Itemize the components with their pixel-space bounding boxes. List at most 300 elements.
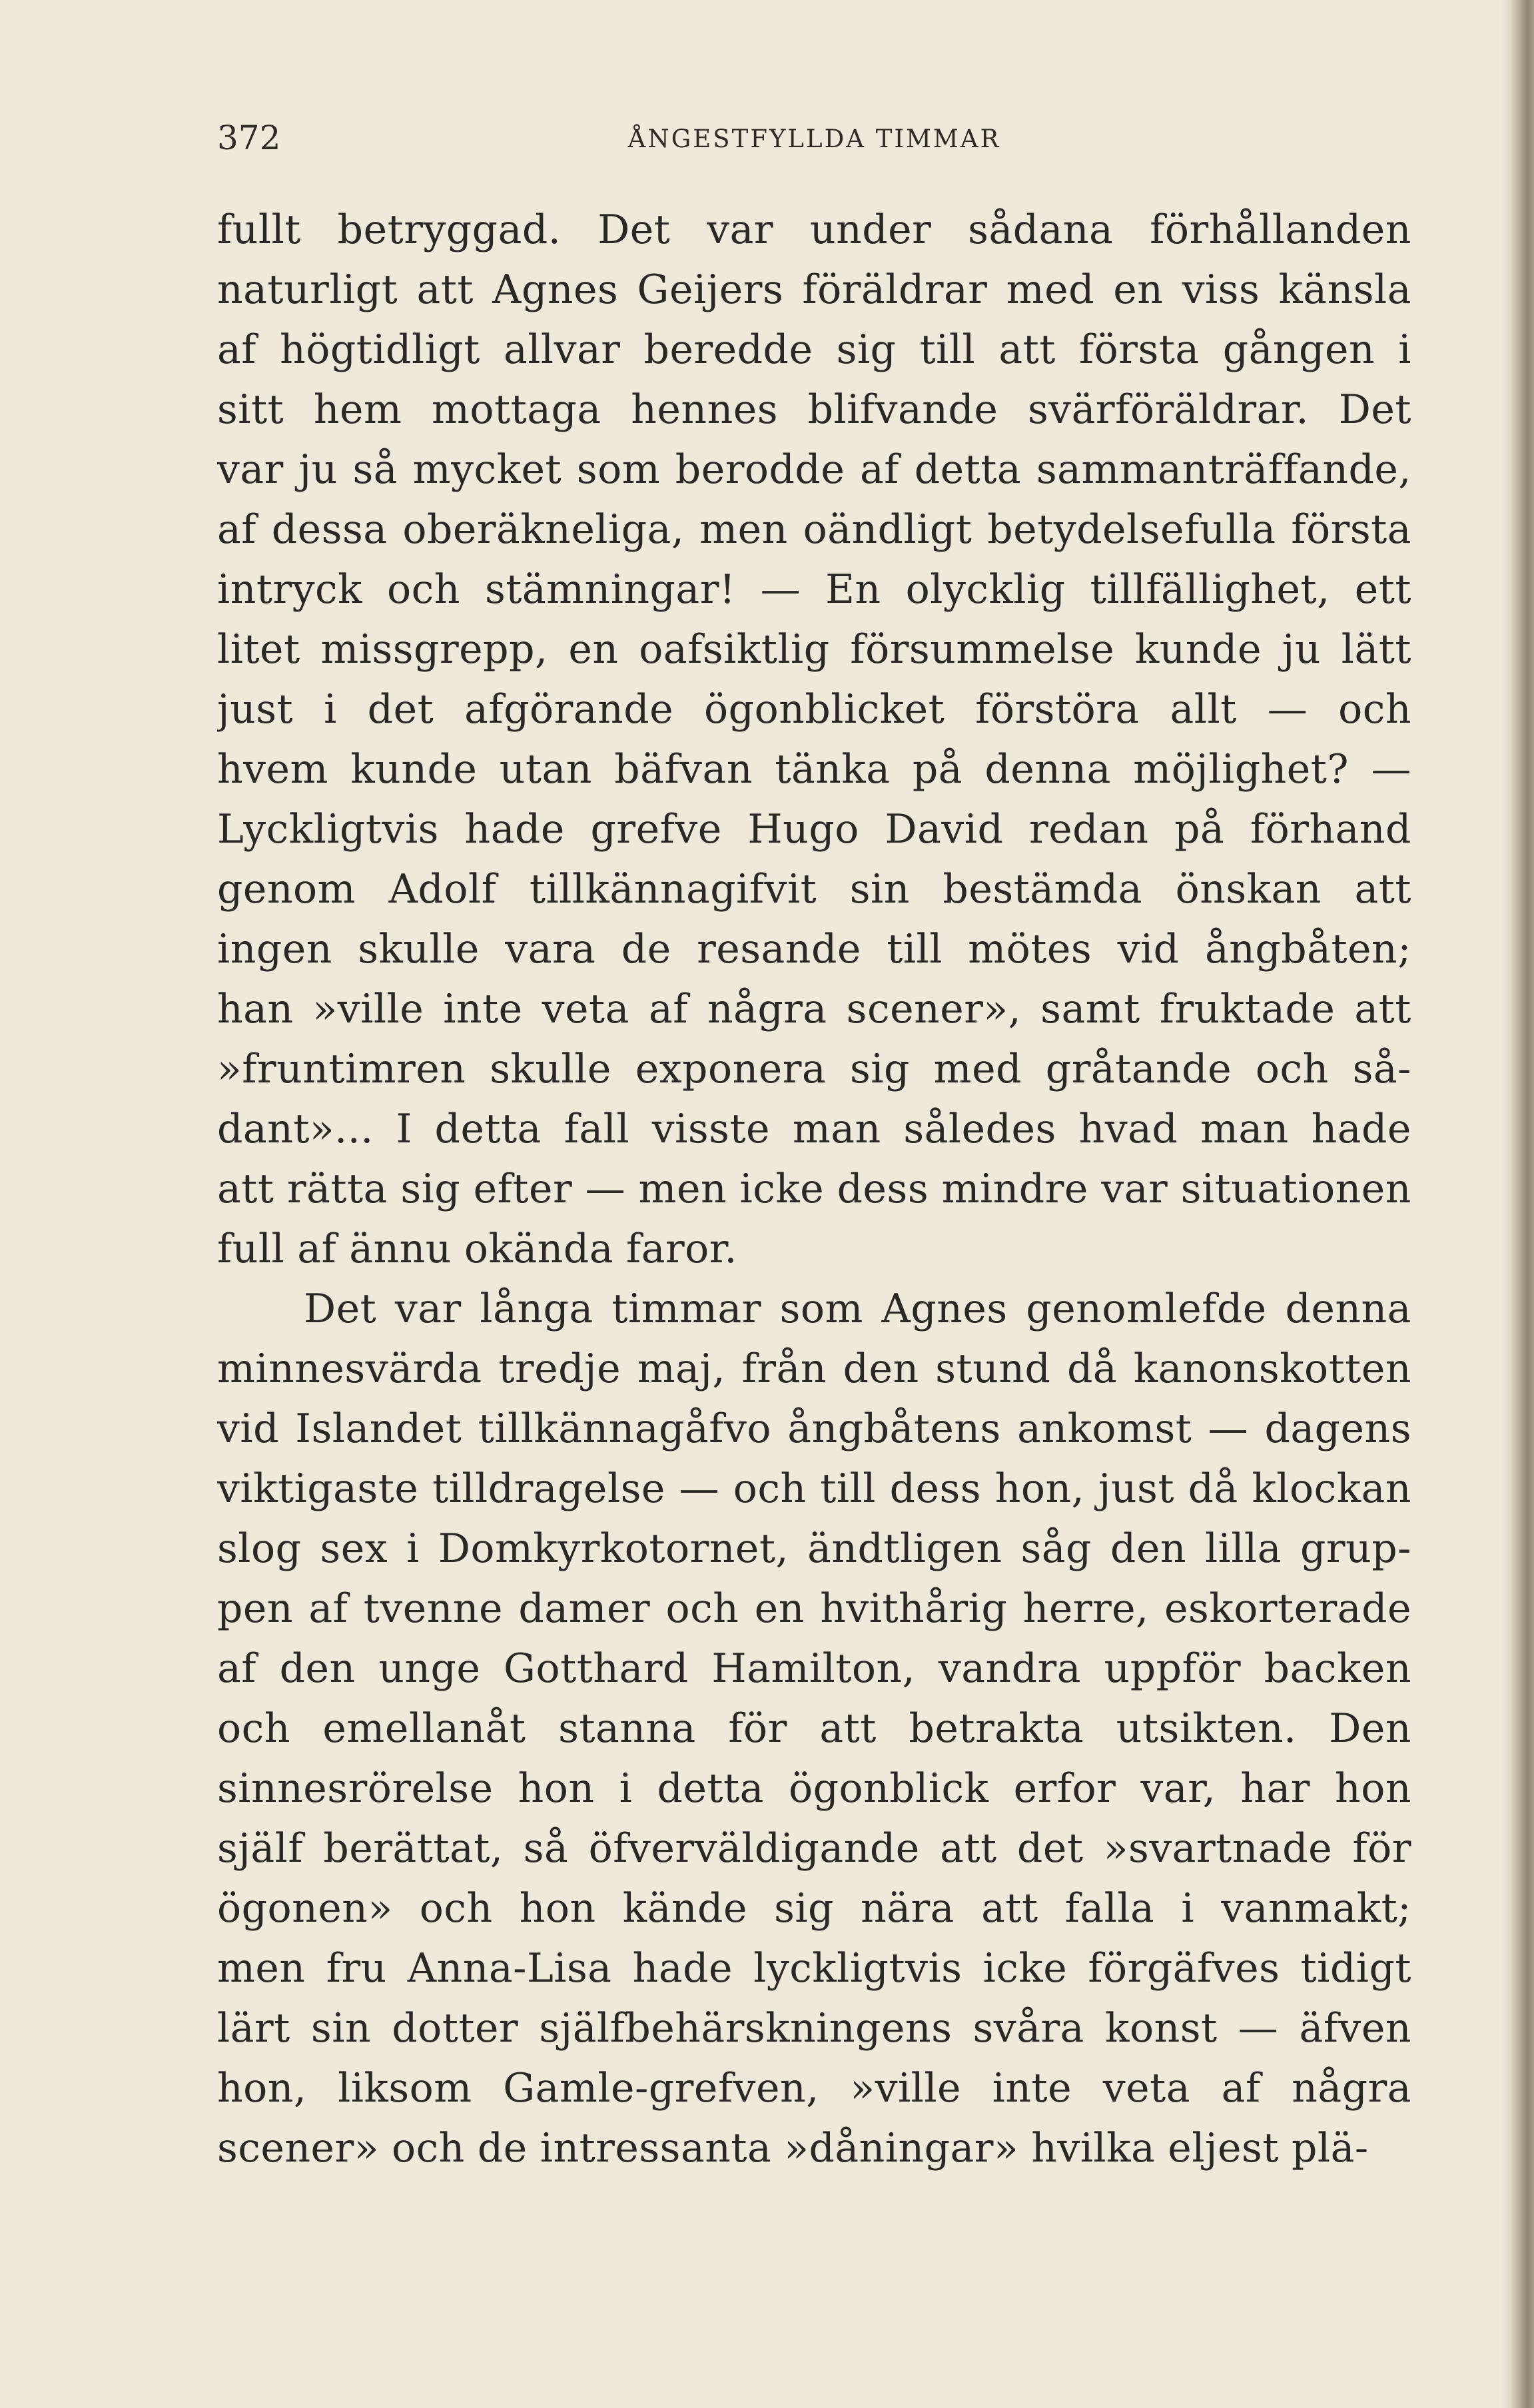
- word: samt: [1040, 986, 1140, 1032]
- word: scener»,: [846, 986, 1022, 1032]
- text-line: [217, 1459, 1411, 1519]
- word: det: [367, 686, 434, 733]
- word: i: [1181, 1885, 1195, 1932]
- word: som: [576, 446, 661, 493]
- word: —: [1208, 1405, 1249, 1452]
- word: fruktade: [1159, 986, 1336, 1032]
- word: grup-: [1300, 1525, 1411, 1572]
- word: den: [1110, 1525, 1186, 1572]
- word: just: [217, 686, 294, 733]
- word: ett: [1354, 566, 1411, 613]
- word: eskorterade: [1164, 1585, 1411, 1632]
- word: rätta: [286, 1166, 388, 1212]
- word: högtidligt: [280, 326, 480, 373]
- word: exponera: [635, 1046, 827, 1092]
- word: Geijers: [637, 266, 784, 313]
- word: gången: [1222, 326, 1375, 373]
- word: stämningar!: [484, 566, 736, 613]
- body-text: [217, 200, 1411, 2178]
- word: Hamilton,: [711, 1645, 916, 1692]
- word: dess: [837, 1166, 929, 1212]
- word: ögonblick: [788, 1765, 989, 1812]
- word: stund: [935, 1346, 1051, 1392]
- word: mycket: [412, 446, 562, 493]
- word: betrakta: [909, 1705, 1084, 1752]
- word: vanmakt;: [1221, 1885, 1411, 1932]
- word: af: [217, 506, 256, 553]
- word: för: [728, 1705, 787, 1752]
- text-line: [217, 619, 1411, 679]
- word: klockan: [1252, 1465, 1411, 1512]
- word: dessa: [271, 506, 388, 553]
- word: sådana: [968, 206, 1114, 253]
- word: möjlighet?: [1133, 746, 1349, 793]
- word: kanonskotten: [1133, 1346, 1411, 1392]
- word: till: [919, 326, 976, 373]
- page-number: 372: [217, 119, 281, 157]
- word: Agnes: [492, 266, 619, 313]
- word: Islandet: [295, 1405, 462, 1452]
- word: »ville: [850, 2065, 962, 2112]
- word: har: [1240, 1765, 1310, 1812]
- word: att: [416, 266, 474, 313]
- word: af: [860, 446, 900, 493]
- text-line: [217, 1399, 1411, 1459]
- word: sex: [320, 1525, 388, 1572]
- word: skulle: [490, 1046, 611, 1092]
- word: till: [820, 1465, 876, 1512]
- word: scener»: [217, 2125, 379, 2172]
- word: var: [217, 446, 284, 493]
- text-line: [217, 1099, 1411, 1159]
- word: betryggad.: [337, 206, 562, 253]
- word: lärt: [217, 2005, 290, 2052]
- text-line: [217, 679, 1411, 739]
- word: kände: [622, 1885, 747, 1932]
- word: hade: [464, 806, 565, 853]
- word: blifvande: [807, 386, 998, 433]
- word: och: [419, 1885, 493, 1932]
- word: faror.: [626, 1226, 737, 1272]
- word: intressanta: [540, 2125, 772, 2172]
- word: så: [352, 446, 398, 493]
- word: sig: [849, 1046, 910, 1092]
- word: under: [809, 206, 932, 253]
- word: Det: [1338, 386, 1411, 433]
- word: då: [1188, 1465, 1238, 1512]
- text-line: [217, 2058, 1411, 2118]
- word: falla: [1064, 1885, 1155, 1932]
- word: mötes: [968, 926, 1092, 973]
- word: efter: [473, 1166, 573, 1212]
- word: tredje: [498, 1346, 621, 1392]
- word: fru: [326, 1945, 387, 1992]
- word: utan: [499, 746, 592, 793]
- word: hennes: [631, 386, 779, 433]
- word: tilldragelse: [432, 1465, 665, 1512]
- word: på: [912, 746, 963, 793]
- word: svåra: [972, 2005, 1084, 2052]
- word: redan: [1028, 806, 1149, 853]
- word: önskan: [1175, 866, 1322, 913]
- word: stanna: [558, 1705, 696, 1752]
- word: sig: [400, 1166, 461, 1212]
- word: plä-: [1291, 2125, 1369, 2172]
- word: således: [903, 1106, 1056, 1152]
- word: äfven: [1299, 2005, 1411, 2052]
- word: ankomst: [1017, 1405, 1192, 1452]
- word: afgörande: [464, 686, 674, 733]
- word: och: [387, 566, 460, 613]
- word: några: [707, 986, 827, 1032]
- word: att: [1354, 986, 1411, 1032]
- word: Agnes: [881, 1286, 1008, 1332]
- word: föräldrar: [802, 266, 988, 313]
- word: ingen: [217, 926, 332, 973]
- word: veta: [542, 986, 629, 1032]
- word: hade: [632, 1945, 733, 1992]
- word: —: [1267, 686, 1308, 733]
- word: sig: [836, 326, 897, 373]
- word: »ville: [312, 986, 424, 1032]
- word: och: [391, 2125, 465, 2172]
- word: —: [760, 566, 801, 613]
- text-line: [217, 919, 1411, 979]
- word: uppför: [1104, 1645, 1242, 1692]
- word: ångbåten;: [1204, 926, 1411, 973]
- word: af: [1221, 2065, 1261, 2112]
- word: då: [1067, 1346, 1118, 1392]
- text-line: [217, 380, 1411, 440]
- word: för: [1352, 1825, 1411, 1872]
- page-gutter-shadow: [1501, 0, 1511, 2408]
- word: full: [217, 1226, 285, 1272]
- word: missgrepp,: [320, 626, 548, 673]
- word: men: [217, 1945, 306, 1992]
- word: och: [733, 1465, 807, 1512]
- word: »svartnade: [1103, 1825, 1333, 1872]
- word: tvenne: [363, 1585, 504, 1632]
- word: »fruntimren: [217, 1046, 466, 1092]
- word: på: [1174, 806, 1225, 853]
- word: ännu: [349, 1226, 452, 1272]
- word: att: [940, 1825, 997, 1872]
- word: sammanträffande,: [1036, 446, 1411, 493]
- word: »dåningar»: [784, 2125, 1019, 2172]
- word: af: [648, 986, 688, 1032]
- word: detta: [914, 446, 1022, 493]
- word: själf: [217, 1825, 304, 1872]
- word: ju: [298, 446, 338, 493]
- word: det: [1016, 1825, 1084, 1872]
- word: såg: [1020, 1525, 1092, 1572]
- word: man: [1200, 1106, 1289, 1152]
- word: sig: [774, 1885, 834, 1932]
- word: bäfvan: [614, 746, 753, 793]
- word: att: [1354, 866, 1411, 913]
- word: den: [279, 1645, 356, 1692]
- word: i: [406, 1525, 420, 1572]
- word: unge: [378, 1645, 481, 1692]
- text-line: [217, 2118, 1411, 2178]
- word: utsikten.: [1116, 1705, 1297, 1752]
- word: dant»...: [217, 1106, 374, 1152]
- word: var: [1101, 1166, 1168, 1212]
- word: bestämda: [943, 866, 1143, 913]
- word: en: [568, 626, 619, 673]
- text-line: [217, 260, 1411, 320]
- word: att: [998, 326, 1056, 373]
- word: öfverväldigande: [588, 1825, 920, 1872]
- word: vara: [505, 926, 596, 973]
- word: erfor: [1013, 1765, 1116, 1812]
- word: herre,: [1022, 1585, 1149, 1632]
- word: hvad: [1078, 1106, 1178, 1152]
- word: Lyckligtvis: [217, 806, 439, 853]
- word: berodde: [675, 446, 845, 493]
- word: tillkännagåfvo: [478, 1405, 771, 1452]
- text-line: [217, 1998, 1411, 2058]
- word: själfbehärskningens: [539, 2005, 953, 2052]
- word: var,: [1140, 1765, 1216, 1812]
- word: och: [217, 1705, 290, 1752]
- word: från: [741, 1346, 827, 1392]
- text-line: [217, 739, 1411, 799]
- word: Det: [304, 1286, 377, 1332]
- word: några: [1292, 2065, 1411, 2112]
- word: sinnesrörelse: [217, 1765, 494, 1812]
- word: med: [933, 1046, 1022, 1092]
- text-line: [217, 1039, 1411, 1099]
- word: inte: [992, 2065, 1072, 2112]
- word: till: [887, 926, 943, 973]
- word: just: [1098, 1465, 1174, 1512]
- word: inte: [443, 986, 523, 1032]
- text-line: [217, 440, 1411, 500]
- word: olycklig: [905, 566, 1066, 613]
- word: den: [843, 1346, 919, 1392]
- word: i: [324, 686, 337, 733]
- word: förhållanden: [1150, 206, 1411, 253]
- word: dagens: [1264, 1405, 1411, 1452]
- word: oberäkneliga,: [402, 506, 685, 553]
- word: emellanåt: [322, 1705, 526, 1752]
- word: lyckligtvis: [753, 1945, 962, 1992]
- word: beredde: [643, 326, 813, 373]
- word: af: [217, 326, 256, 373]
- word: Hugo: [747, 806, 859, 853]
- running-title: ÅNGESTFYLLDA TIMMAR: [627, 125, 1001, 153]
- word: han: [217, 986, 294, 1032]
- word: oafsiktlig: [639, 626, 830, 673]
- word: Det: [597, 206, 671, 253]
- word: och: [665, 1585, 739, 1632]
- word: men: [638, 1166, 727, 1212]
- text-line: [217, 1279, 1411, 1339]
- word: ändtligen: [807, 1525, 1002, 1572]
- word: timmar: [611, 1286, 761, 1332]
- word: vid: [1117, 926, 1180, 973]
- word: så: [523, 1825, 569, 1872]
- word: naturligt: [217, 266, 398, 313]
- word: —: [1238, 2005, 1279, 2052]
- text-line: [217, 1579, 1411, 1639]
- word: genom: [217, 866, 356, 913]
- word: intryck: [217, 566, 362, 613]
- word: Anna-Lisa: [407, 1945, 612, 1992]
- word: denna: [1285, 1286, 1411, 1332]
- word: allvar: [503, 326, 621, 373]
- word: att: [819, 1705, 877, 1752]
- word: betydelsefulla: [987, 506, 1276, 553]
- word: hem: [313, 386, 402, 433]
- word: tillfällighet,: [1090, 566, 1330, 613]
- word: berättat,: [323, 1825, 504, 1872]
- word: situationen: [1180, 1166, 1411, 1212]
- word: konst: [1105, 2005, 1218, 2052]
- page-edge: [1511, 0, 1534, 2408]
- word: dess: [889, 1465, 982, 1512]
- word: försummelse: [850, 626, 1115, 673]
- word: Gamle-grefven,: [503, 2065, 819, 2112]
- word: veta: [1102, 2065, 1191, 2112]
- text-line: [217, 1519, 1411, 1579]
- word: Domkyrkotornet,: [438, 1525, 789, 1572]
- word: detta: [434, 1106, 542, 1152]
- word: mindre: [941, 1166, 1088, 1212]
- word: som: [779, 1286, 863, 1332]
- word: af: [297, 1226, 337, 1272]
- word: gråtande: [1045, 1046, 1232, 1092]
- word: långa: [480, 1286, 593, 1332]
- text-line: [217, 859, 1411, 919]
- word: oändligt: [803, 506, 972, 553]
- word: de: [621, 926, 671, 973]
- word: viss: [1182, 266, 1260, 313]
- word: slog: [217, 1525, 302, 1572]
- word: skulle: [358, 926, 480, 973]
- text-line: [217, 1818, 1411, 1878]
- word: allt: [1170, 686, 1237, 733]
- text-line: [217, 1878, 1411, 1938]
- word: förhand: [1250, 806, 1411, 853]
- word: visste: [651, 1106, 771, 1152]
- word: kunde: [1134, 626, 1262, 673]
- text-line: [217, 1759, 1411, 1818]
- word: hade: [1311, 1106, 1411, 1152]
- word: en: [754, 1585, 805, 1632]
- word: hon: [1335, 1765, 1411, 1812]
- word: detta: [657, 1765, 764, 1812]
- word: ögonblicket: [704, 686, 945, 733]
- word: en: [1113, 266, 1164, 313]
- word: första: [1078, 326, 1200, 373]
- word: minnesvärda: [217, 1346, 482, 1392]
- word: förstöra: [975, 686, 1140, 733]
- word: ögonen»: [217, 1885, 393, 1932]
- word: denna: [984, 746, 1111, 793]
- running-head: [217, 115, 1411, 161]
- word: sin: [849, 866, 910, 913]
- word: viktigaste: [217, 1465, 419, 1512]
- text-line: [217, 1938, 1411, 1998]
- word: grefve: [590, 806, 722, 853]
- word: genomlefde: [1026, 1286, 1267, 1332]
- word: liksom: [338, 2065, 472, 2112]
- word: första: [1291, 506, 1411, 553]
- word: backen: [1264, 1645, 1411, 1692]
- word: litet: [217, 626, 300, 673]
- word: hon: [519, 1885, 596, 1932]
- word: resande: [697, 926, 861, 973]
- word: och: [1255, 1046, 1329, 1092]
- word: hon,: [217, 2065, 307, 2112]
- word: i: [619, 1765, 633, 1812]
- text-line: [217, 1339, 1411, 1399]
- text-line: [217, 200, 1411, 260]
- word: Den: [1329, 1705, 1411, 1752]
- word: att: [981, 1885, 1038, 1932]
- word: af: [217, 1645, 256, 1692]
- word: Gotthard: [504, 1645, 689, 1692]
- word: så-: [1352, 1046, 1411, 1092]
- word: lätt: [1341, 626, 1411, 673]
- word: hon,: [994, 1465, 1085, 1512]
- word: och: [1338, 686, 1411, 733]
- text-line: [217, 1159, 1411, 1219]
- word: —: [1371, 746, 1411, 793]
- word: maj,: [637, 1346, 726, 1392]
- word: var: [707, 206, 774, 253]
- word: kunde: [350, 746, 478, 793]
- word: okända: [464, 1226, 613, 1272]
- text-line: [217, 979, 1411, 1039]
- word: David: [885, 806, 1004, 853]
- word: damer: [518, 1585, 651, 1632]
- word: —: [585, 1166, 626, 1212]
- word: hvilka: [1031, 2125, 1156, 2172]
- word: vandra: [938, 1645, 1081, 1692]
- word: tidigt: [1300, 1945, 1411, 1992]
- word: sitt: [217, 386, 284, 433]
- text-line: [217, 500, 1411, 560]
- word: ångbåtens: [787, 1405, 1001, 1452]
- word: fall: [564, 1106, 630, 1152]
- word: En: [825, 566, 881, 613]
- word: man: [792, 1106, 881, 1152]
- word: ju: [1282, 626, 1321, 673]
- text-line: [217, 320, 1411, 380]
- word: I: [396, 1106, 412, 1152]
- word: Adolf: [388, 866, 497, 913]
- word: tillkännagifvit: [529, 866, 817, 913]
- word: förgäfves: [1088, 1945, 1280, 1992]
- word: tänka: [775, 746, 891, 793]
- word: med: [1006, 266, 1094, 313]
- word: mottaga: [431, 386, 601, 433]
- text-line: [217, 799, 1411, 859]
- word: nära: [861, 1885, 955, 1932]
- word: hon: [518, 1765, 595, 1812]
- word: icke: [739, 1166, 825, 1212]
- word: pen: [217, 1585, 294, 1632]
- word: dotter: [392, 2005, 519, 2052]
- word: sin: [310, 2005, 372, 2052]
- text-line: [217, 1639, 1411, 1699]
- word: vid: [217, 1405, 279, 1452]
- text-line: [217, 1219, 1411, 1279]
- word: af: [308, 1585, 348, 1632]
